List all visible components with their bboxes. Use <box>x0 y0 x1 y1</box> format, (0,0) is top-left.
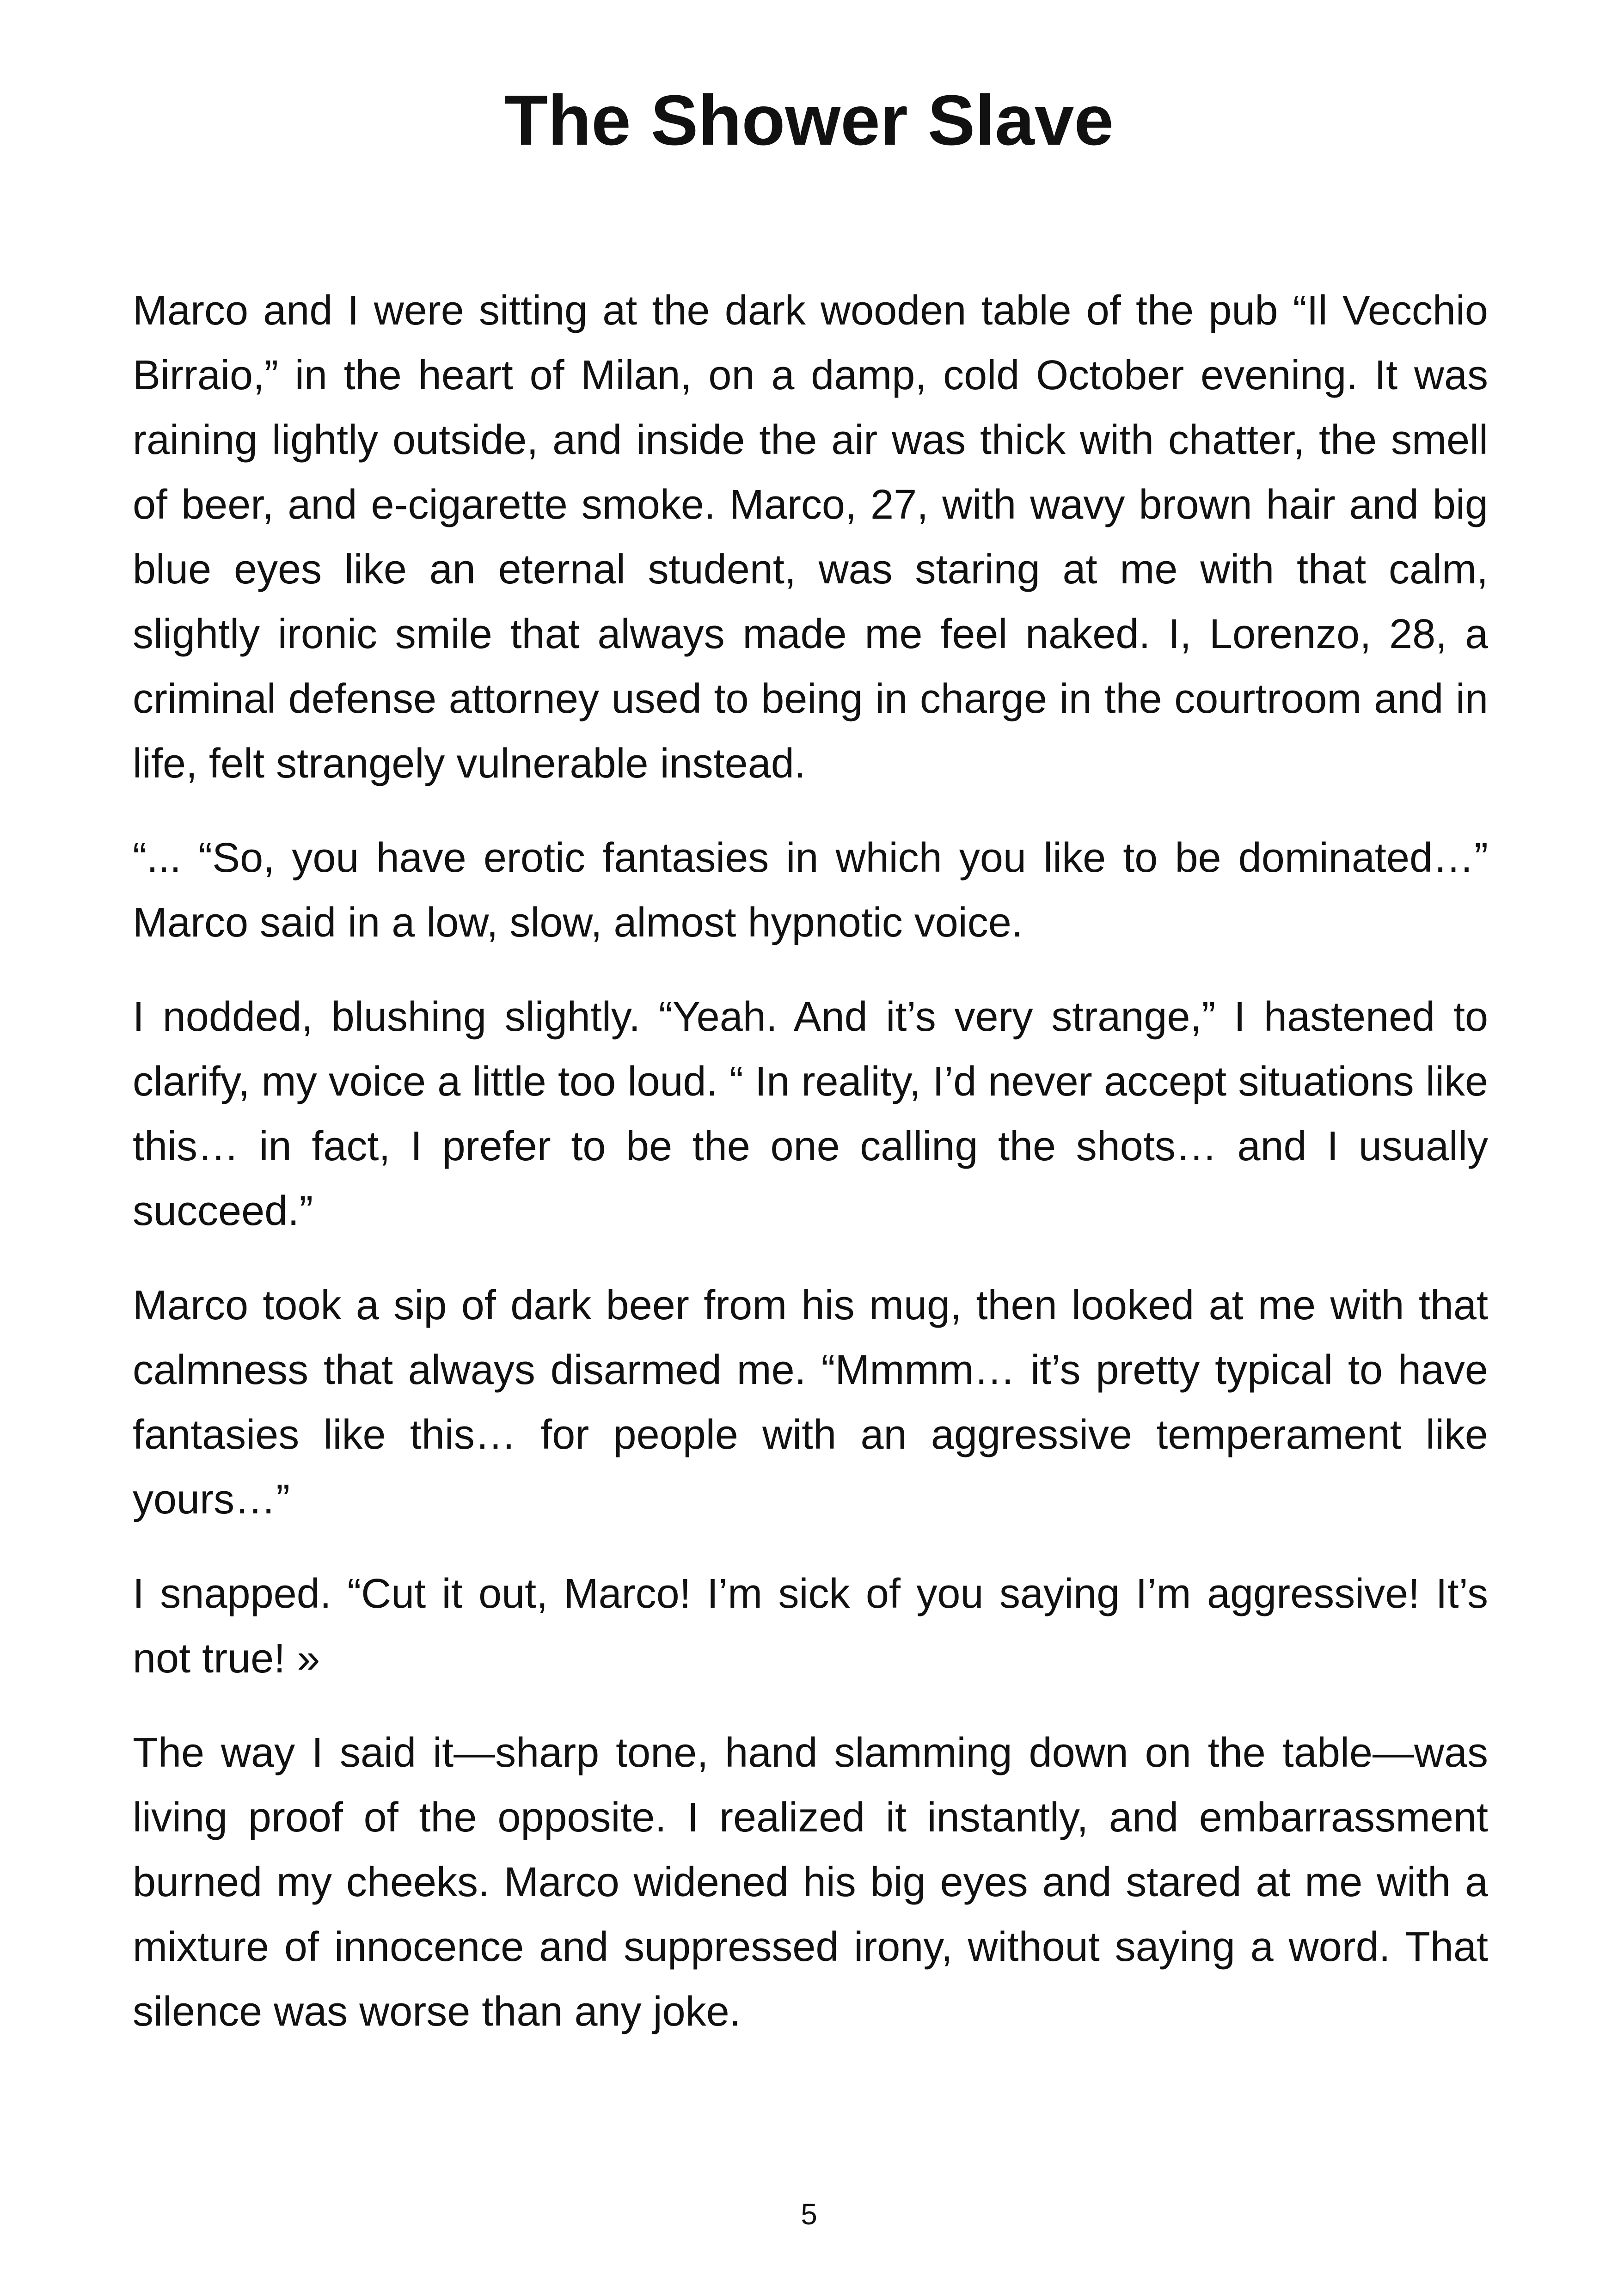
paragraph: I snapped. “Cut it out, Marco! I’m sick of you saying I’m aggressive! It’s not true! » <box>133 1571 1488 1682</box>
paragraph: I nodded, blushing slightly. “Yeah. And it’s very strange,” I hastened to clarify, my voice a little too loud. “ In reality, I’d never accept situations like this… in fact, I prefer to be the one calling the shots… and I usually succeed.” <box>133 994 1488 1234</box>
chapter-title: The Shower Slave <box>504 80 1114 160</box>
paragraph: Marco took a sip of dark beer from his mug, then looked at me with that calmness that always disarmed me. “Mmmm… it’s pretty typical to have fantasies like this… for people with an aggressive temperament like yours…” <box>133 1282 1488 1523</box>
page-number: 5 <box>801 2198 817 2231</box>
chapter-body <box>133 278 1488 2074</box>
paragraph: “... “So, you have erotic fantasies in which you like to be dominated…” Marco said in a low, slow, almost hypnotic voice. <box>133 835 1488 946</box>
paragraph: Marco and I were sitting at the dark wooden table of the pub “Il Vecchio Birraio,” in the heart of Milan, on a damp, cold October evening. It was raining lightly outside, and inside the air was thick with chatter, the smell of beer, and e-cigarette smoke. Marco, 27, with wavy brown hair and big blue eyes like an eternal student, was staring at me with that calm, slightly ironic smile that always made me feel naked. I, Lorenzo, 28, a criminal defense attorney used to being in charge in the courtroom and in life, felt strangely vulnerable instead. <box>133 288 1488 787</box>
paragraph: The way I said it—sharp tone, hand slamming down on the table—was living proof of the opposite. I realized it instantly, and embarrassment burned my cheeks. Marco widened his big eyes and stared at me with a mixture of innocence and suppressed irony, without saying a word. That silence was worse than any joke. <box>133 1730 1488 2035</box>
